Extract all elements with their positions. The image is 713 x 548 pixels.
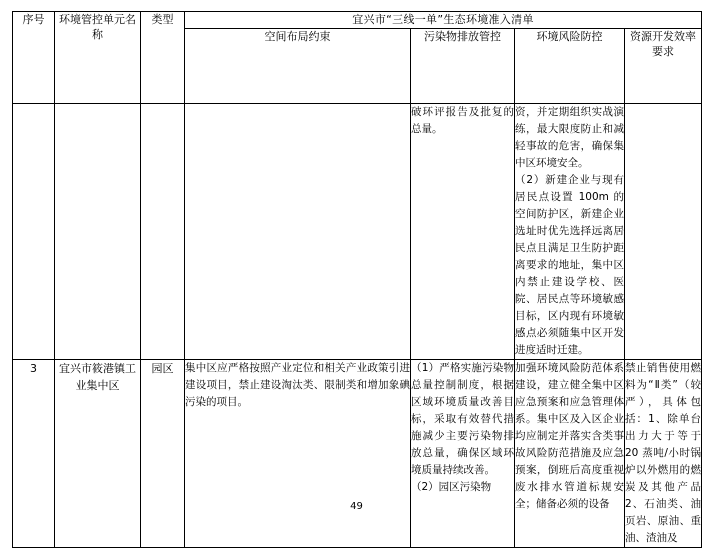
header-unit-name: 环境管控单元名称 — [55, 12, 141, 104]
header-seq: 序号 — [13, 12, 55, 104]
cell-space-layout — [185, 104, 411, 360]
table-header-title-row — [13, 12, 702, 29]
cell-resource-efficiency — [625, 104, 702, 360]
cell-risk-prevention: 加强环境风险防范体系建设，建立健全集中区应急预案和应急管理体系。集中区及入区企业均应制定并落实含类事故风险防范措施及应急预案，倒班后高度重视废水排水管道标规安全；储备必须的设备 — [515, 360, 625, 548]
header-resource-efficiency: 资源开发效率要求 — [625, 29, 702, 104]
eco-access-list-table — [12, 11, 702, 548]
page-number: 49 — [350, 501, 363, 512]
cell-resource-efficiency: 禁止销售使用燃料为“Ⅱ类”（较严），具体包括：1、除单台出力大于等于 20 蒸吨/小时锅炉以外燃用的燃炭及其他产品2、石油类、油页岩、原油、重油、渣油及 — [625, 360, 702, 548]
header-risk-prevention: 环境风险防控 — [515, 29, 625, 104]
cell-pollutant-control: （1）严格实施污染物总量控制制度，根据区域环境质量改善目标，采取有效替代措施减少主要污染物排放总量，确保区域环境质量持续改善。 （2）园区污染物 — [411, 360, 515, 548]
cell-risk-prevention: 资，并定期组织实战演练，最大限度防止和减轻事故的危害，确保集中区环境安全。 （2）新建企业与现有居民点设置 100m 的空间防护区，新建企业选址时优先选择远离居民点且满足卫生防护距离要求的地址，集中区内禁止建设学校、医院、居民点等环境敏感目标，区内现有环境敏感点必须随集中区开发进度适时迁建。 — [515, 104, 625, 360]
cell-seq: 3 — [13, 360, 55, 548]
cell-unit-name — [55, 104, 141, 360]
table-row — [13, 360, 702, 548]
header-type: 类型 — [141, 12, 185, 104]
cell-space-layout: 集中区应严格按照产业定位和相关产业政策引进建设项目，禁止建设淘汰类、限制类和增加象碘污染的项目。 — [185, 360, 411, 548]
cell-type: 园区 — [141, 360, 185, 548]
cell-pollutant-control: 破环评报告及批复的总量。 — [411, 104, 515, 360]
cell-unit-name: 宜兴市筱港镇工业集中区 — [55, 360, 141, 548]
cell-seq — [13, 104, 55, 360]
cell-type — [141, 104, 185, 360]
header-pollutant-control: 污染物排放管控 — [411, 29, 515, 104]
header-space-layout: 空间布局约束 — [185, 29, 411, 104]
table-row — [13, 104, 702, 360]
table-title: 宜兴市“三线一单”生态环境准入清单 — [185, 12, 702, 29]
